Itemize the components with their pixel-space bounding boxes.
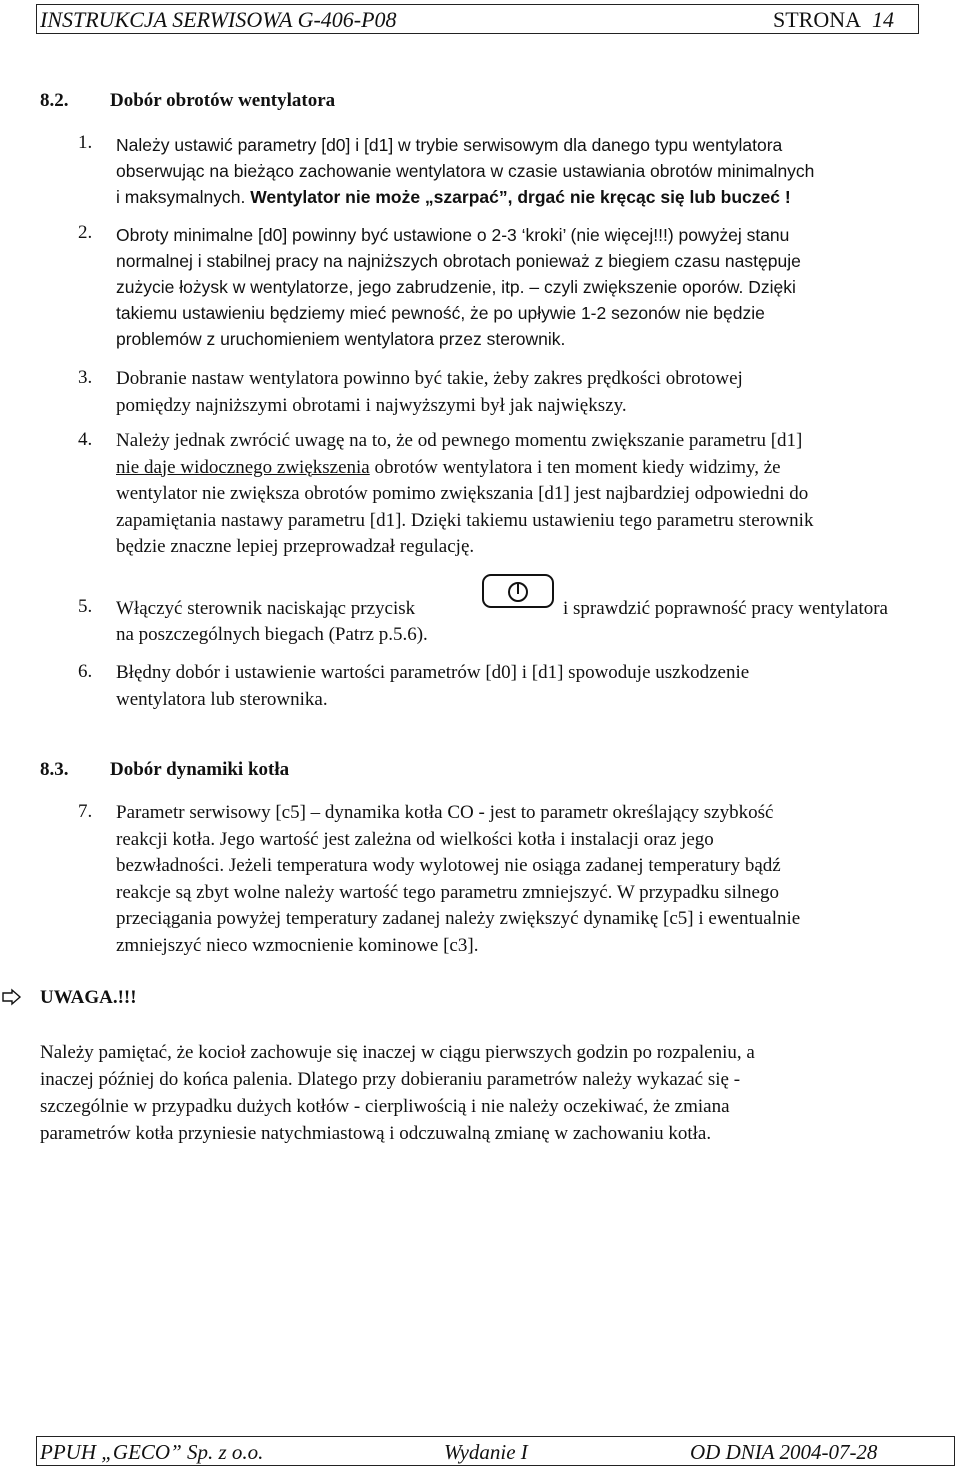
- item-7-line-3: bezwładności. Jeżeli temperatura wody wylotowej nie osiąga zadanej temperatury bądź: [116, 855, 781, 876]
- item-5-text-b: i sprawdzić poprawność pracy wentylatora: [563, 598, 888, 619]
- item-7-line-5: przeciągania powyżej temperatury zadanej należy zwiększyć dynamikę [c5] i ewentualnie: [116, 908, 801, 929]
- document-title: INSTRUKCJA SERWISOWA G-406-P08: [40, 7, 397, 32]
- item-6-number: 6.: [78, 661, 93, 682]
- item-2-line-4: takiemu ustawieniu będziemy mieć pewność, że po upływie 1-2 sezonów nie będzie: [116, 303, 765, 323]
- item-3-line-2: pomiędzy najniższymi obrotami i najwyższymi był jak największy.: [116, 394, 627, 416]
- item-7-line-1: Parametr serwisowy [c5] – dynamika kotła CO - jest to parametr określający szybkość: [116, 802, 774, 823]
- warning-line-2: inaczej później do końca palenia. Dlatego przy dobieraniu parametrów należy wykazać się -: [40, 1069, 741, 1090]
- page-number: 14: [872, 7, 894, 32]
- item-6-line-2: wentylatora lub sterownika.: [116, 688, 328, 710]
- section-82-title: Dobór obrotów wentylatora: [110, 90, 336, 111]
- item-7-number: 7.: [78, 801, 93, 822]
- item-7-line-2: reakcji kotła. Jego wartość jest zależna od wielkości kotła i instalacji oraz jego: [116, 828, 714, 850]
- item-1-line-3-plain: i maksymalnych.: [116, 187, 246, 207]
- item-3-text: [116, 366, 960, 419]
- item-7-line-4: reakcje są zbyt wolne należy wartość tego parametru zmniejszyć. W przypadku silnego: [116, 881, 779, 903]
- item-2-line-2: normalnej i stabilnej pracy na najniższych obrotach ponieważ z biegiem czasu następuje: [116, 251, 801, 271]
- item-4-underlined-phrase: nie daje widocznego zwiększenia: [116, 456, 370, 478]
- item-1-warning-bold: Wentylator nie może „szarpać”, drgać nie kręcąc się lub buczeć !: [250, 187, 791, 207]
- item-2-line-1: Obroty minimalne [d0] powinny być ustawione o 2-3 ‘kroki’ (nie więcej!!!) powyżej stanu: [116, 225, 790, 245]
- item-1-line-2: obserwując na bieżąco zachowanie wentylatora w czasie ustawiania obrotów minimalnych: [116, 161, 815, 181]
- item-1-line-3: [116, 184, 960, 210]
- item-2-number: 2.: [78, 222, 93, 243]
- section-83-title: Dobór dynamiki kotła: [110, 759, 290, 780]
- item-4-line-5: będzie znaczne lepiej przeprowadzał regulację.: [116, 536, 475, 557]
- item-2-text: [116, 222, 960, 352]
- item-4-line-1: Należy jednak zwrócić uwagę na to, że od pewnego momentu zwiększanie parametru [d1]: [116, 430, 803, 451]
- item-4-number: 4.: [78, 429, 93, 450]
- item-1-line-1: Należy ustawić parametry [d0] i [d1] w trybie serwisowym dla danego typu wentylatora: [116, 135, 783, 155]
- page-label: STRONA: [772, 7, 861, 32]
- section-82-number: 8.2.: [40, 90, 69, 111]
- pointing-hand-icon: [0, 987, 24, 1014]
- item-1-text: [116, 132, 960, 210]
- warning-line-4: parametrów kotła przyniesie natychmiastową i odczuwalną zmianę w zachowaniu kotła.: [40, 1123, 712, 1144]
- footer-company: PPUH „GECO” Sp. z o.o.: [40, 1440, 264, 1464]
- item-6-text: [116, 660, 960, 713]
- item-2-line-3: zużycie łożysk w wentylatorze, jego zabrudzenie, itp. – czyli zwiększenie oporów. Dzięki: [116, 277, 796, 297]
- page-indicator: [773, 7, 894, 33]
- power-button-icon: [482, 574, 554, 608]
- item-5-text-a: Włączyć sterownik naciskając przycisk: [116, 598, 416, 619]
- item-6-line-1: Błędny dobór i ustawienie wartości parametrów [d0] i [d1] spowoduje uszkodzenie: [116, 662, 750, 683]
- item-5-number: 5.: [78, 596, 93, 617]
- item-4-line-3: wentylator nie zwiększa obrotów pomimo zwiększania [d1] jest najbardziej odpowiedni do: [116, 483, 809, 504]
- footer-edition: Wydanie I: [444, 1440, 528, 1464]
- item-7-text: [116, 800, 960, 959]
- item-3-line-1: Dobranie nastaw wentylatora powinno być takie, żeby zakres prędkości obrotowej: [116, 368, 743, 389]
- warning-label: UWAGA.!!!: [40, 987, 137, 1008]
- item-1-number: 1.: [78, 132, 93, 153]
- item-4-text: [116, 428, 960, 561]
- item-3-number: 3.: [78, 367, 93, 388]
- item-7-line-6: zmniejszyć nieco wzmocnienie kominowe [c3].: [116, 934, 479, 956]
- item-2-line-5: problemów z uruchomieniem wentylatora przez sterownik.: [116, 329, 566, 349]
- section-83-number: 8.3.: [40, 759, 69, 780]
- item-4-line-2: [116, 455, 960, 482]
- item-4-line-4: zapamiętania nastawy parametru [d1]. Dzięki takiemu ustawieniu tego parametru sterownik: [116, 509, 814, 531]
- warning-line-1: Należy pamiętać, że kocioł zachowuje się inaczej w ciągu pierwszych godzin po rozpaleniu, a: [40, 1042, 755, 1063]
- footer-date: OD DNIA 2004-07-28: [690, 1440, 878, 1464]
- item-4-line-2-rest: obrotów wentylatora i ten moment kiedy widzimy, że: [369, 456, 781, 478]
- item-5-text-c: na poszczególnych biegach (Patrz p.5.6).: [116, 624, 428, 645]
- warning-text: [40, 1039, 940, 1147]
- warning-line-3: szczególnie w przypadku dużych kotłów - cierpliwością i nie należy oczekiwać, że zmiana: [40, 1096, 730, 1117]
